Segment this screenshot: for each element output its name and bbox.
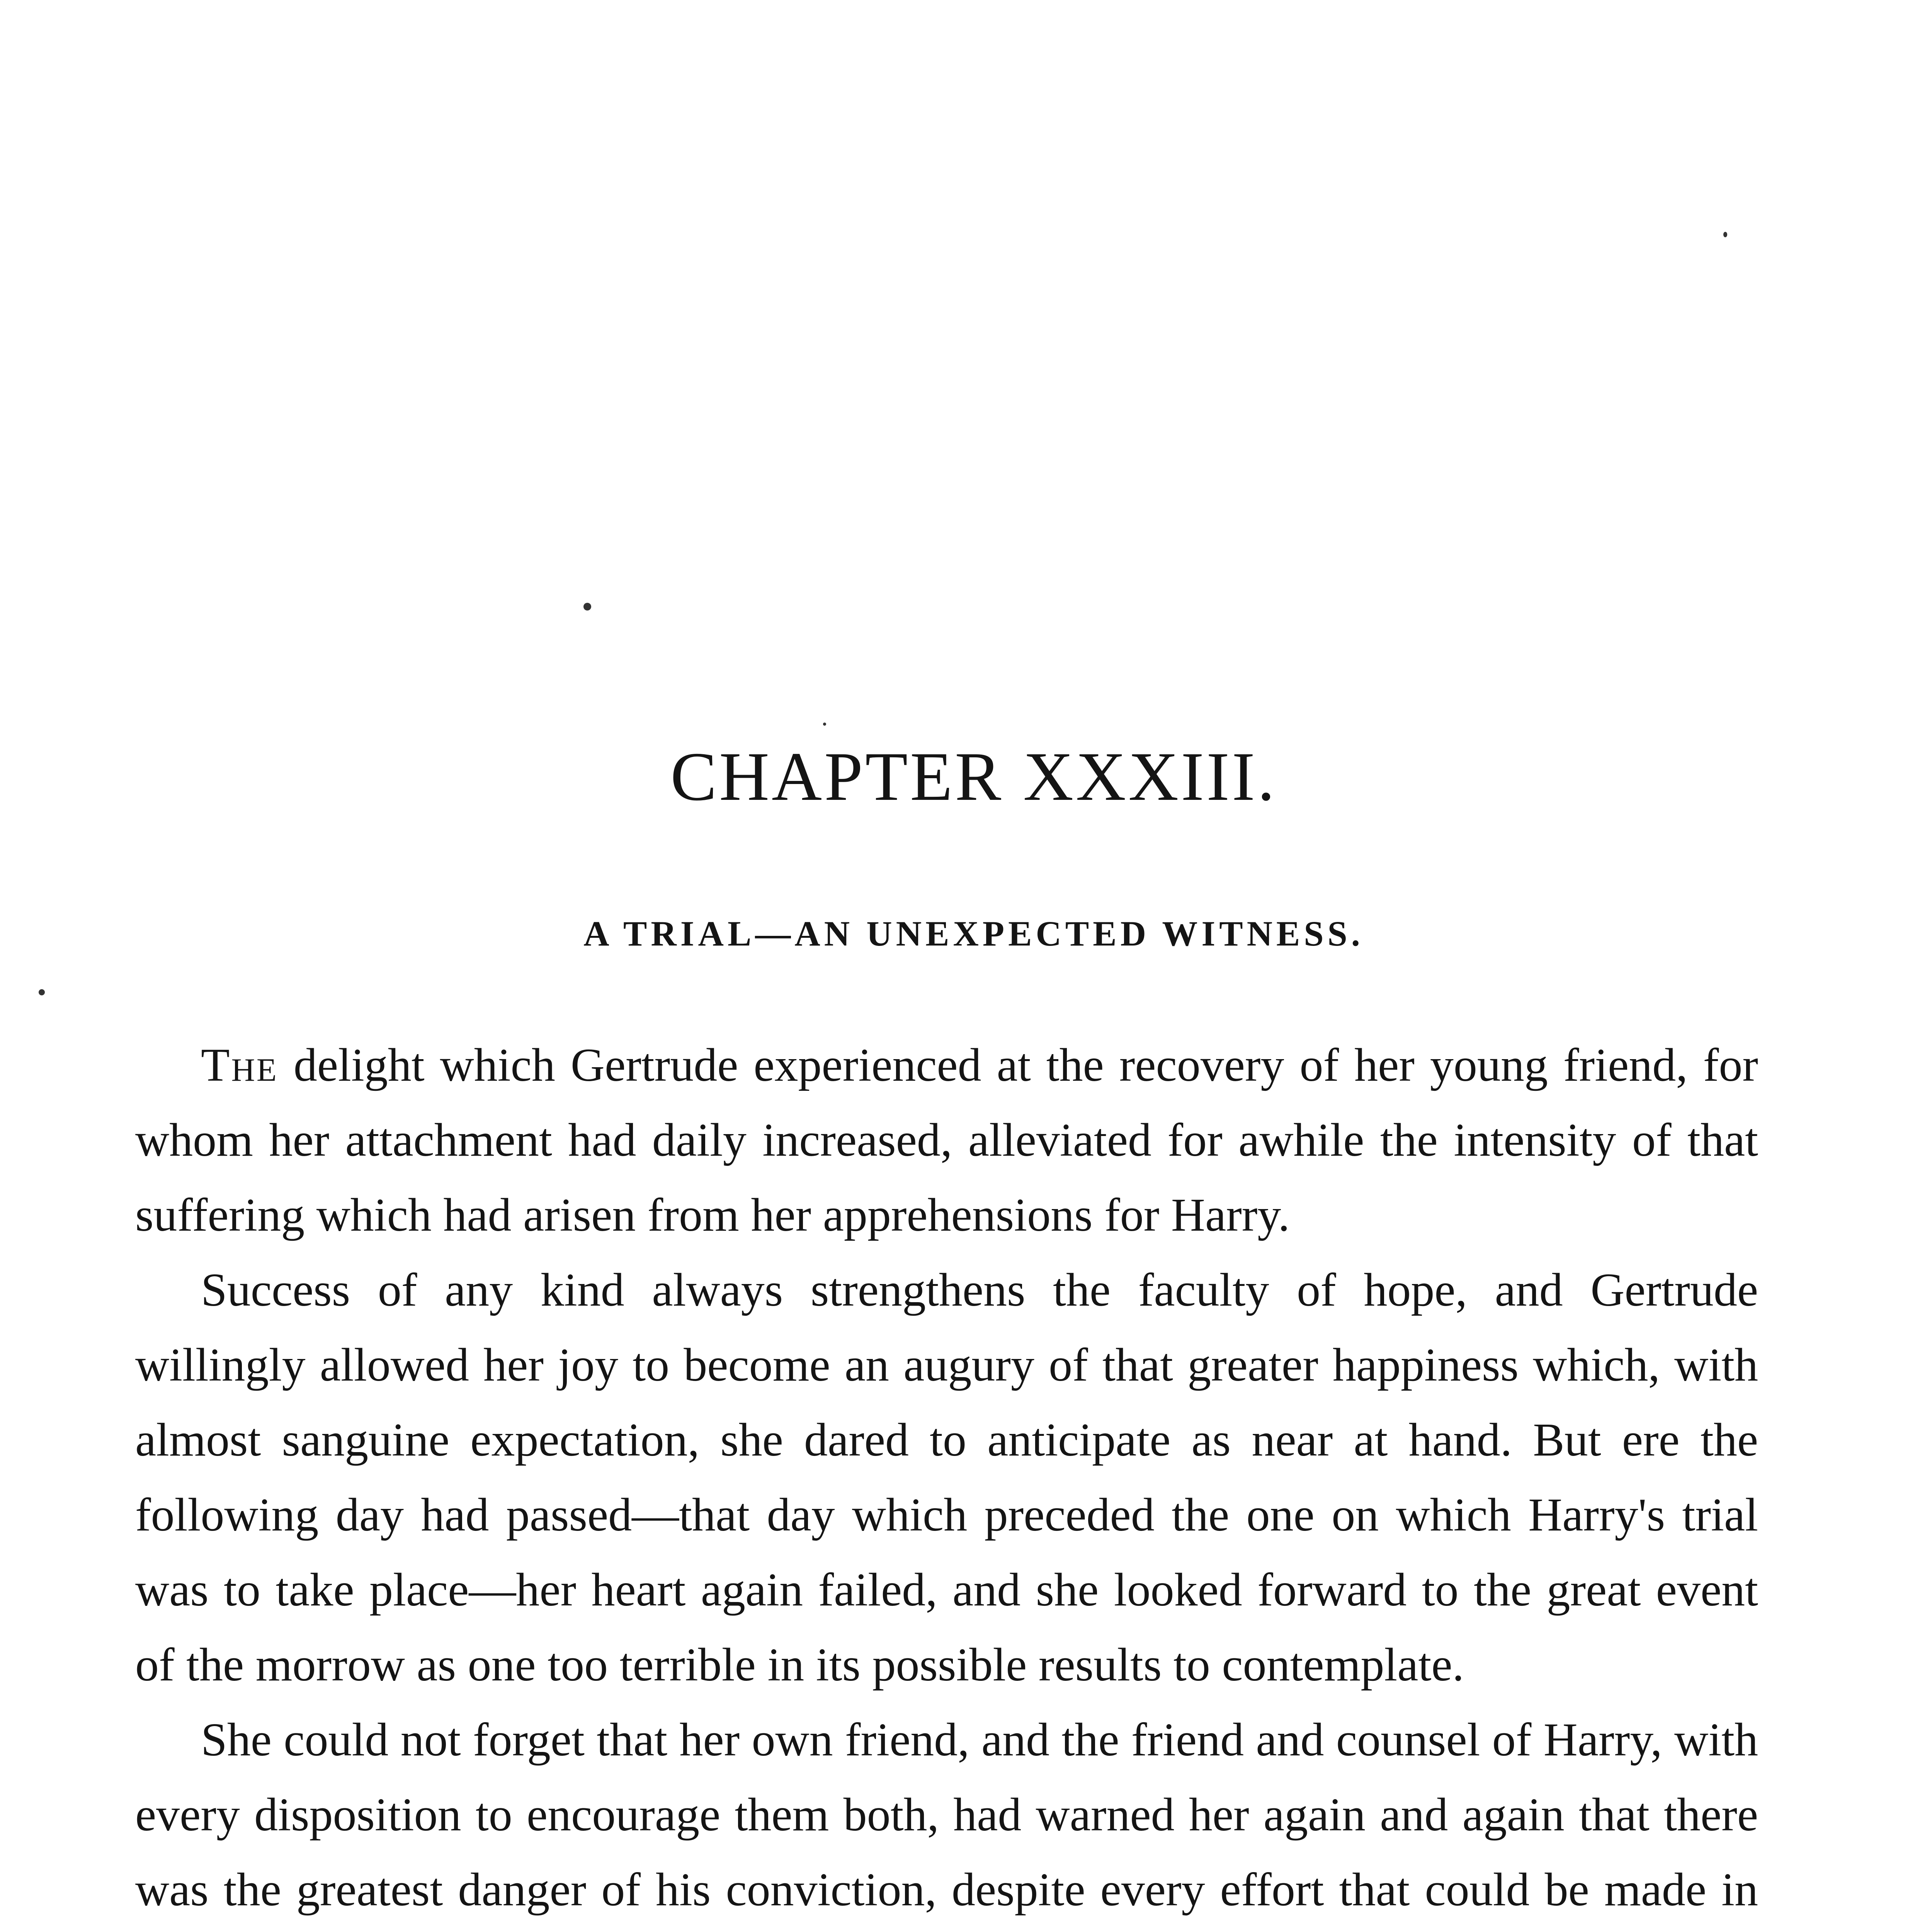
paragraph-3: [135, 1702, 1758, 1932]
scan-speck: [583, 603, 591, 611]
body-text: [135, 1028, 1758, 1932]
paragraph-text: She could not forget that her own friend, and the friend and counsel of Harry, with every disposition to encourage them both, had warned her again and again that there was the greatest danger of his conviction, despite every effort that could be made in: [135, 1714, 1758, 1916]
paragraph-1: [135, 1028, 1758, 1253]
scan-speck: [39, 989, 45, 995]
scan-speck: [823, 723, 826, 726]
paragraph-text: delight which Gertrude experienced at the recovery of her young friend, for whom her attachment had daily increased, alleviated for awhile the intensity of that suffering which had arisen from her apprehensions for Harry.: [135, 1039, 1758, 1241]
chapter-title: CHAPTER XXXIII.: [670, 738, 1277, 815]
paragraph-text: Success of any kind always strengthens the faculty of hope, and Gertrude willingly allowed her joy to become an augury of that greater happiness which, with almost sanguine expectation, she dared to anticipate as near at hand. But ere the following day had passed—that day which preceded the one on which Harry's trial was to take place—her heart again failed, and she looked forward to the great event of the morrow as one too terrible in its possible results to contemplate.: [135, 1264, 1758, 1691]
scan-speck: [1723, 232, 1727, 237]
paragraph-lead: The: [201, 1039, 278, 1091]
chapter-subtitle: A TRIAL—AN UNEXPECTED WITNESS.: [583, 914, 1364, 953]
paragraph-2: [135, 1253, 1758, 1702]
